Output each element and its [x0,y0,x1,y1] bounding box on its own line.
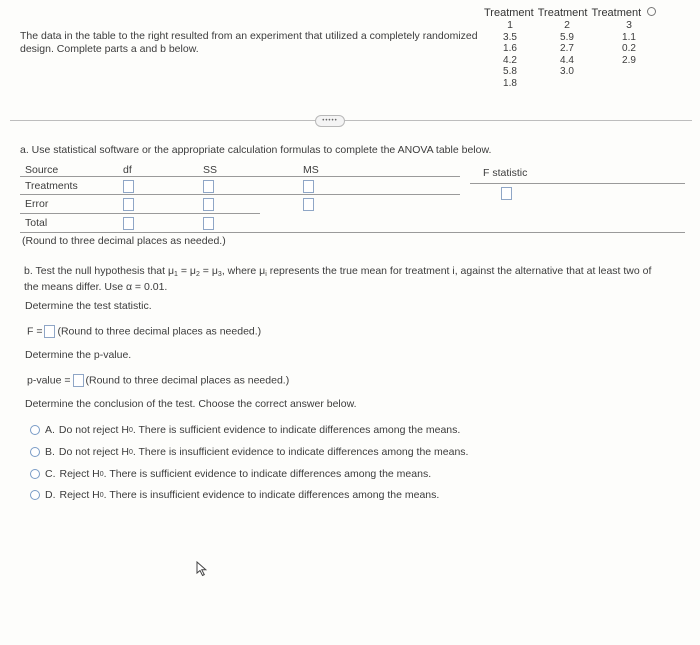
data-table-header [484,7,689,19]
radio-b[interactable] [30,447,40,457]
option-text: Reject H [59,468,100,480]
option-d[interactable] [30,489,439,501]
option-letter: A. [45,424,55,436]
mouse-cursor-icon [196,561,208,580]
column-number-1: 1 [507,19,513,31]
ss-header: SS [203,164,218,176]
info-icon[interactable] [647,7,656,16]
determine-stat-label: Determine the test statistic. [25,300,152,312]
row-rule [20,213,260,214]
f-input-line [27,325,261,338]
radio-d[interactable] [30,490,40,500]
subscript: 0 [128,426,133,434]
prompt-text: = μ [177,265,196,277]
data-cell: 1.1 [622,31,636,43]
f-round-note: (Round to three decimal places as needed.) [57,325,262,338]
expand-button[interactable]: ••••• [315,115,345,127]
treatments-ss-input[interactable] [203,180,214,193]
total-df-input[interactable] [123,217,134,230]
anova-round-note: (Round to three decimal places as needed.) [22,235,226,247]
data-cell: 4.2 [503,54,517,66]
treatments-df-input[interactable] [123,180,134,193]
option-text: . There is sufficient evidence to indicate differences among the means. [132,424,461,436]
p-value-input[interactable] [73,374,84,387]
prompt-text: b. Test the null hypothesis that μ [24,265,175,277]
table-bottom-rule [20,232,685,233]
p-round-note: (Round to three decimal places as needed.) [85,374,290,387]
data-cell: 5.8 [503,66,517,77]
option-c[interactable] [30,468,431,480]
data-column-1 [484,20,536,89]
determine-p-label: Determine the p-value. [25,349,132,361]
subscript: 2 [195,271,200,278]
data-column-2 [536,20,598,89]
treatment-header-1: Treatment [484,7,534,19]
column-number-3: 3 [626,19,632,31]
f-statistic-header: F statistic [483,167,528,179]
prompt-text: represents the true mean for treatment i, against the alternative that at least two of the means differ. Use α = 0.01. [24,265,652,293]
treatment-header-2: Treatment [537,7,588,19]
header-rule-f [470,183,685,184]
option-b[interactable] [30,446,468,458]
data-cell: 1.6 [503,43,517,54]
data-cell: 0.2 [622,43,636,54]
subscript: 0 [99,470,104,478]
header-rule [20,176,460,177]
part-a-prompt: a. Use statistical software or the appropriate calculation formulas to complete the ANOVA table below. [20,144,492,156]
option-text: . There is insufficient evidence to indicate differences among the means. [132,446,469,458]
data-table [484,7,689,89]
row-label-treatments: Treatments [25,180,78,192]
data-cell: 3.5 [503,31,517,43]
subscript: 0 [99,491,104,499]
total-ss-input[interactable] [203,217,214,230]
data-cell: 2.9 [622,54,636,66]
source-header: Source [25,164,59,176]
problem-intro: The data in the table to the right resulted from an experiment that utilized a completely randomized design. Complete parts a and b below. [20,30,478,55]
option-text: . There is sufficient evidence to indicate differences among the means. [103,468,432,480]
option-letter: D. [45,489,56,501]
option-text: Do not reject H [58,446,129,458]
treatment-header-3: Treatment [591,7,642,19]
prompt-text: = μ [199,265,218,277]
option-a[interactable] [30,424,460,436]
p-input-line [27,374,289,387]
subscript: i [265,271,267,278]
option-text: Reject H [59,489,100,501]
option-text: Do not reject H [58,424,129,436]
data-cell: 5.9 [560,31,574,43]
radio-a[interactable] [30,425,40,435]
data-cell: 3.0 [560,66,574,77]
option-letter: B. [45,446,55,458]
subscript: 0 [128,448,133,456]
df-header: df [123,164,132,176]
subscript: 1 [174,271,178,278]
row-label-total: Total [25,217,48,229]
part-b-prompt [24,265,654,294]
error-df-input[interactable] [123,198,134,211]
data-cell: 2.7 [560,43,574,54]
row-rule [20,194,460,195]
data-column-3 [598,20,660,89]
ms-header: MS [303,164,319,176]
data-cell: 1.8 [503,77,517,89]
column-number-2: 2 [564,19,570,31]
error-ms-input[interactable] [303,198,314,211]
f-label: F = [27,325,43,338]
prompt-text: , where μ [221,265,266,277]
radio-c[interactable] [30,469,40,479]
data-cell: 4.4 [560,54,574,66]
p-label: p-value = [27,374,71,387]
row-label-error: Error [25,198,49,210]
option-letter: C. [45,468,56,480]
treatments-ms-input[interactable] [303,180,314,193]
error-ss-input[interactable] [203,198,214,211]
subscript: 3 [217,271,222,278]
option-text: . There is insufficient evidence to indicate differences among the means. [103,489,440,501]
f-value-input[interactable] [44,325,55,338]
f-statistic-input[interactable] [501,187,512,200]
section-divider [10,120,692,121]
conclusion-label: Determine the conclusion of the test. Choose the correct answer below. [25,398,357,410]
